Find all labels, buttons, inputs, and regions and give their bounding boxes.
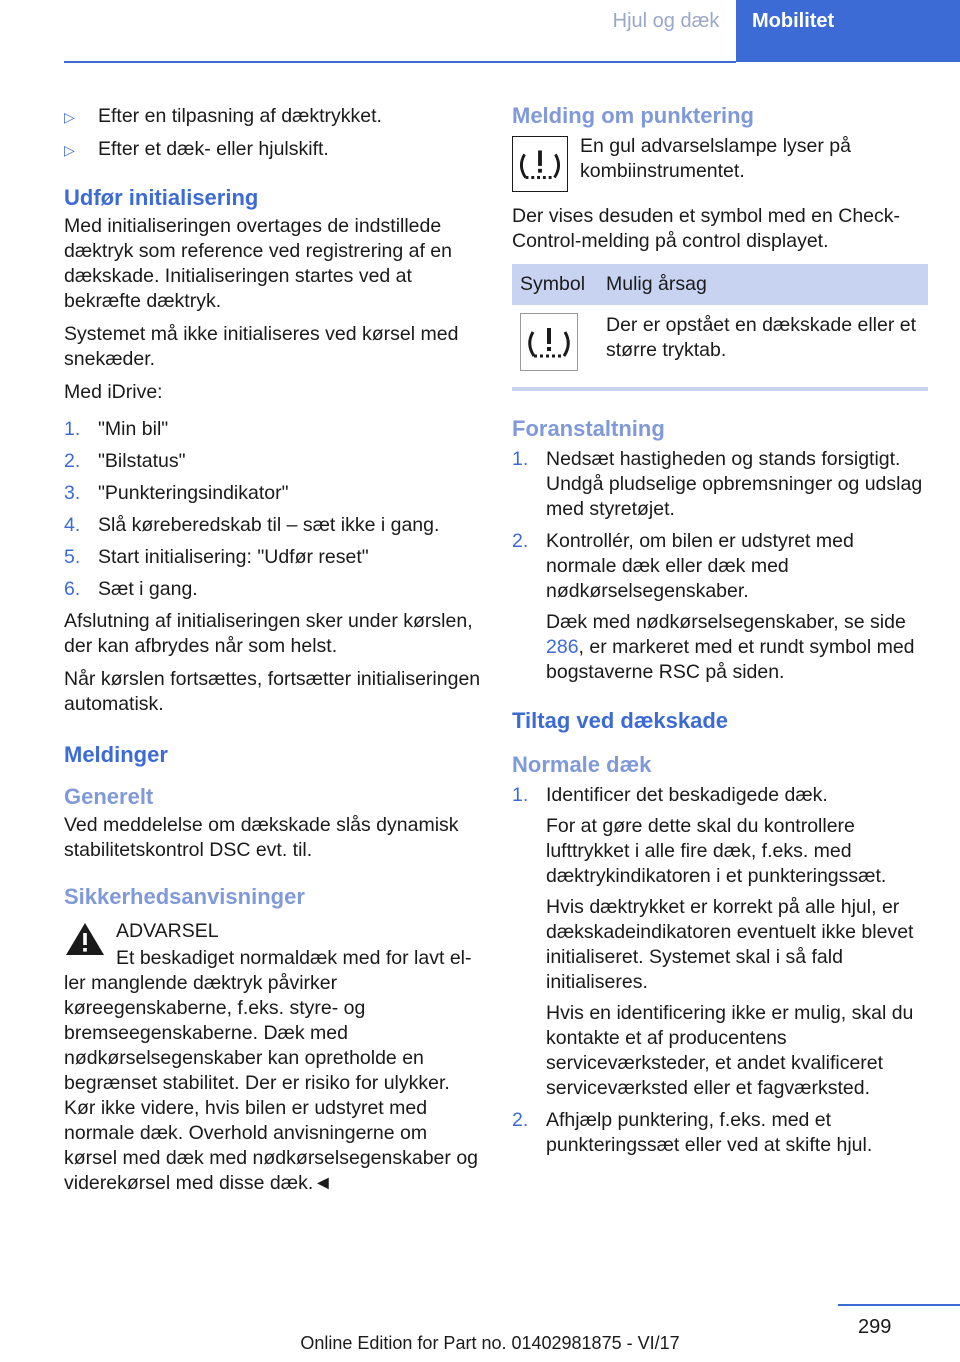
measures-heading: Foranstaltning [512, 416, 665, 441]
end-mark: ◄ [313, 1172, 333, 1194]
header-rule [64, 61, 736, 63]
list-item: 2. "Bilstatus" [64, 450, 186, 472]
damage-note: Hvis en identificering ikke er mulig, skal du kontakte et af producentens serviceværksteder, et andet kvalificeret serviceværksted eller et fagværksted. [546, 1002, 914, 1099]
paragraph: Med initialiseringen overtages de indstillede dæktryk som reference ved registrering af en dækskade. Initialiseringen startes ved at bekræfte dæktryk. [64, 215, 453, 312]
list-item: 3. "Punkteringsindikator" [64, 482, 289, 504]
page-link[interactable]: 286 [546, 636, 579, 658]
tire-pressure-warning-icon [512, 136, 568, 192]
damage-note: For at gøre dette skal du kontrollere lufttrykket i alle fire dæk, f.eks. med dæktrykindikatoren i et punkteringssæt. [546, 815, 887, 887]
page-header [0, 0, 960, 62]
column-header: Mulig årsag [598, 264, 928, 305]
edition-footer: Online Edition for Part no. 01402981875 - VI/17 [300, 1333, 680, 1353]
left-column [64, 100, 484, 1204]
section-tab[interactable]: Hjul og dæk [612, 10, 720, 32]
page-number: 299 [858, 1316, 892, 1338]
paragraph: Systemet må ikke initialiseres ved kørsel med snekæder. [64, 323, 459, 370]
warning-label: ADVARSEL [116, 920, 219, 942]
paragraph: Når kørslen fortsættes, fortsætter initialiseringen automatisk. [64, 668, 481, 715]
list-item: 5. Start initialisering: "Udfør reset" [64, 546, 369, 568]
measures-list [512, 447, 928, 685]
list-item: ▷ Efter en tilpasning af dæktrykket. [64, 104, 484, 129]
damage-list [512, 783, 928, 1158]
damage-heading: Tiltag ved dækskade [512, 708, 729, 733]
damage-note: Hvis dæktrykket er korrekt på alle hjul, er dækskadeindikatoren eventuelt ikke blevet initialiseret. Systemet skal i så fald initialiseres. [546, 896, 914, 993]
table-header-row [512, 264, 928, 305]
warning-triangle-icon [64, 921, 106, 957]
list-item: 6. Sæt i gang. [64, 578, 198, 600]
cause-cell: Der er opstået en dækskade eller et større tryktab. [606, 314, 917, 361]
list-item: 2. Afhjælp punktering, f.eks. med et punkteringssæt eller ved at skifte hjul. [512, 1109, 873, 1156]
messages-heading: Meldinger [64, 742, 168, 767]
symbol-cell [512, 305, 598, 379]
list-item: 2. Kontrollér, om bilen er udstyret med normale dæk eller dæk med nødkørselsegenskaber. Dæk med nødkørselsegenskaber, se side 286, er markeret med et rundt symbol med bogstaverne RSC på siden. [512, 529, 928, 685]
puncture-intro [512, 132, 928, 198]
steps-list [64, 417, 484, 602]
bullet-triangle-icon: ▷ [64, 142, 75, 158]
warning-first-line: Et beskadiget normaldæk med for lavt el- [116, 947, 472, 969]
list-item: ▷ Efter et dæk- eller hjulskift. [64, 137, 484, 162]
paragraph: Med iDrive: [64, 381, 163, 403]
list-item: 1. Nedsæt hastigheden og stands forsigtigt. Undgå pludselige opbremsninger og udslag med styretøjet. [512, 448, 923, 520]
puncture-heading: Melding om punktering [512, 103, 754, 128]
general-heading: Generelt [64, 784, 154, 809]
footer-rule [838, 1304, 960, 1306]
list-item: 4. Slå køreberedskab til – sæt ikke i gang. [64, 514, 440, 536]
column-header: Symbol [512, 264, 598, 305]
measures-note: Dæk med nødkørselsegenskaber, se side 286, er markeret med et rundt symbol med bogstaverne RSC på siden. [546, 611, 915, 683]
paragraph: En gul advarselslampe lyser på kombiinstrumentet. [580, 135, 851, 182]
paragraph: Ved meddelelse om dækskade slås dynamisk stabilitetskontrol DSC evt. til. [64, 814, 459, 861]
warning-block [64, 919, 484, 1196]
symbol-table [512, 264, 928, 379]
list-item: 1. "Min bil" [64, 418, 169, 440]
bullet-triangle-icon: ▷ [64, 109, 75, 125]
list-item: 1. Identificer det beskadigede dæk. For at gøre dette skal du kontrollere lufttrykket i alle fire dæk, f.eks. med dæktrykindikatoren i et punkteringssæt. Hvis dæktrykket er korrekt på alle hjul, er dækskadeindikatoren eventuelt ikke blevet initialiseret. Systemet skal i så fald initialiseres. Hvis en identificering ikke er mulig, skal du kontakte et af producentens serviceværksteder, et andet kvalificeret serviceværksted eller et fagværksted. [512, 783, 928, 1101]
warning-text: ler manglende dæktryk påvirker køreegenskaberne, f.eks. styre- og bremseegenskaberne. Dæk med nødkørselsegenskaber kan opretholde en begrænset stabilitet. Der er risiko for ulykker. Kør ikke videre, hvis bilen er udstyret med normale dæk. Overhold anvisningerne om kørsel med dæk med nødkørselsegenskaber og viderekørsel med disse dæk.◄ [64, 972, 479, 1194]
safety-heading: Sikkerhedsanvisninger [64, 884, 305, 909]
bullet-list [64, 104, 484, 162]
init-heading: Udfør initialisering [64, 185, 259, 210]
table-rule [512, 387, 928, 391]
table-row [512, 305, 928, 379]
normal-tires-heading: Normale dæk [512, 752, 652, 777]
chapter-tab[interactable]: Mobilitet [736, 0, 960, 62]
right-column [512, 100, 928, 1165]
paragraph: Afslutning af initialiseringen sker under kørslen, der kan afbrydes når som helst. [64, 610, 473, 657]
tire-pressure-warning-icon [520, 313, 578, 371]
paragraph: Der vises desuden et symbol med en Check-Control-melding på control displayet. [512, 205, 901, 252]
